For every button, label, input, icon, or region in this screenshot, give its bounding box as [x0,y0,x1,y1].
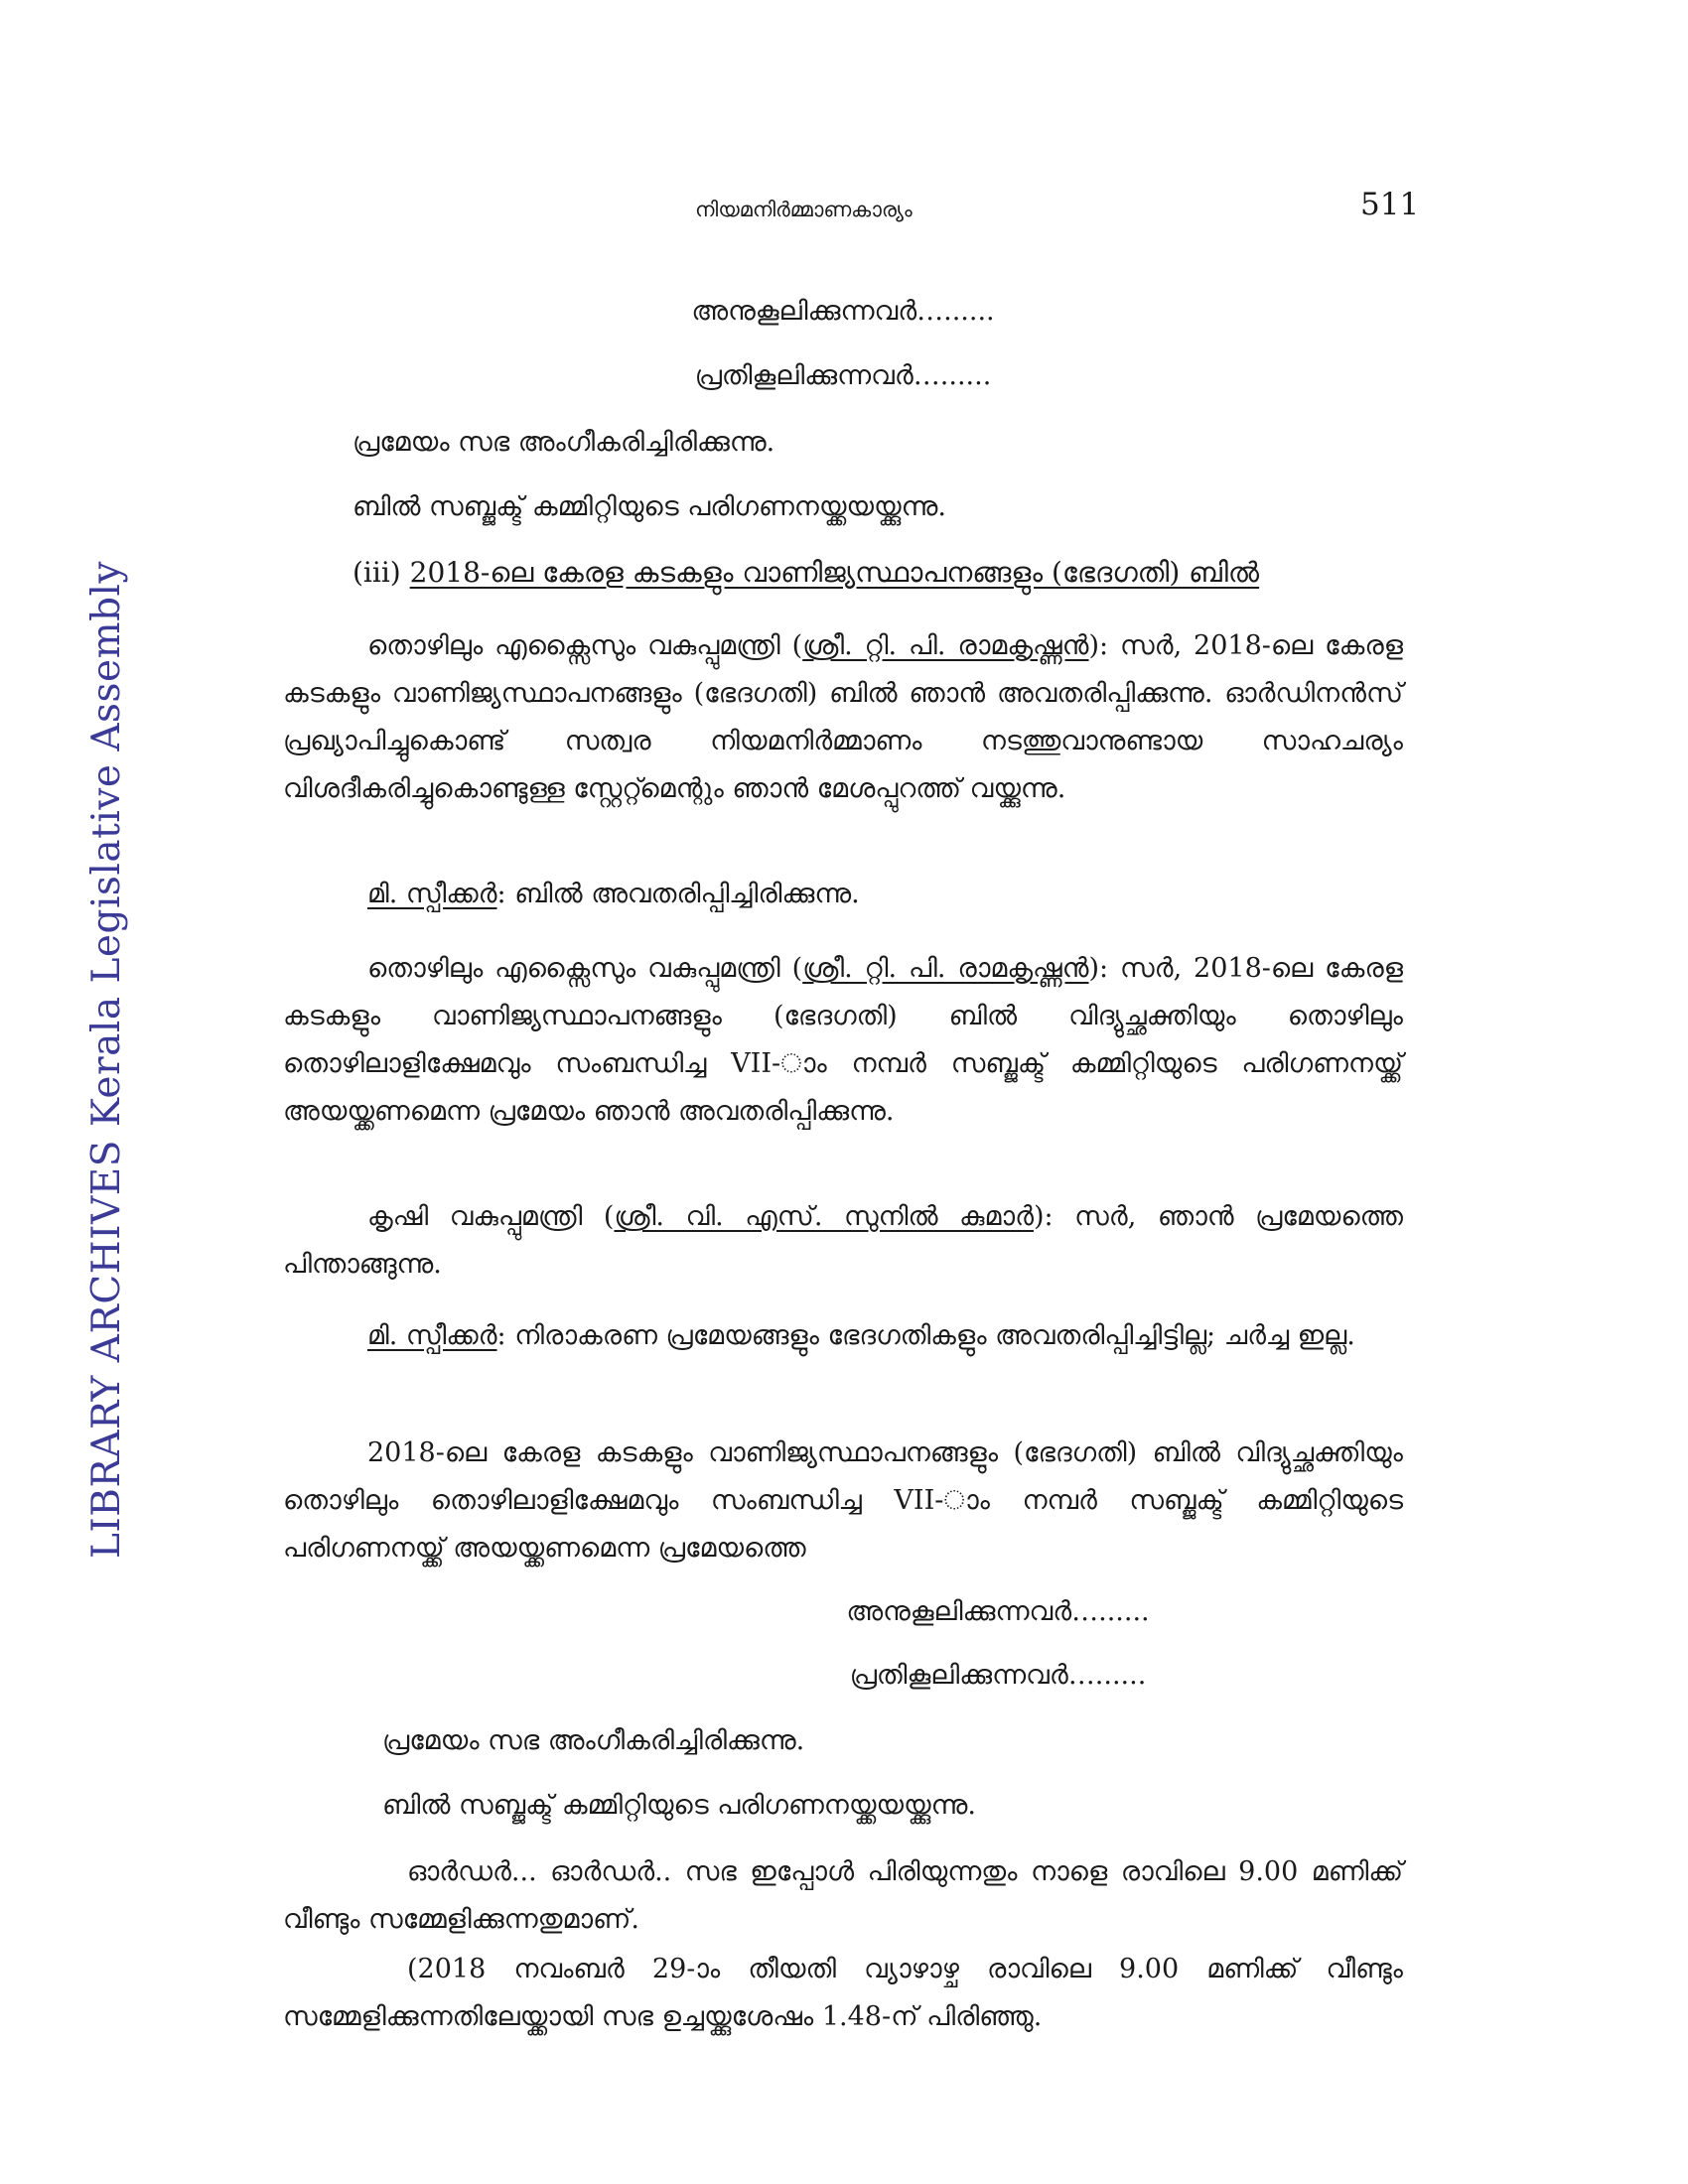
bill-referred-line: ബിൽ സബ്ജക്ട് കമ്മിറ്റിയുടെ പരിഗണനയ്ക്കയയ്ക്കുന്നു. [352,491,946,522]
ayes-line: അനുകൂലിക്കുന്നവർ…...... [846,1596,1150,1627]
speaker-label: മി. സ്പീക്കർ [367,1320,497,1351]
motion-adopted-line: പ്രമേയം സഭ അംഗീകരിച്ചിരിക്കുന്നു. [382,1725,805,1756]
noes-line: പ്രതികൂലിക്കുന്നവർ…...... [849,1660,1147,1691]
speaker-name: ശ്രീ. വി. എസ്. സുനിൽ കുമാർ [614,1201,1034,1232]
archive-watermark: LIBRARY ARCHIVES Kerala Legislative Assembly [84,560,129,1559]
speaker-name: ശ്രീ. റ്റി. പി. രാമകൃഷ്ണൻ [802,630,1089,661]
running-title: നിയമനിർമ്മാണകാര്യം [695,198,913,221]
bill-heading [352,549,1403,597]
speaker-paragraph [283,871,1403,918]
speaker-name: ശ്രീ. റ്റി. പി. രാമകൃഷ്ണൻ [802,953,1089,984]
paragraph-text: ): സർ, 2018-ലെ കേരള കടകളും വാണിജ്യസ്ഥാപനങ്ങളും (ഭേദഗതി) ബിൽ ഞാൻ അവതരിപ്പിക്കുന്നു. ഓർഡിനൻസ് പ്രഖ്യാപിച്ചുകൊണ്ട് സത്വര നിയമനിർമ്മാണം നടത്തുവാനുണ്ടായ സാഹചര്യം വിശദീകരിച്ചുകൊണ്ടുള്ള സ്റ്റേറ്റ്മെന്റും ഞാൻ മേശപ്പുറത്ത് വയ്ക്കുന്നു. [283,630,1403,804]
adjournment-order-paragraph: ഓർഡർ... ഓർഡർ.. സഭ ഇപ്പോൾ പിരിയുന്നതും നാളെ രാവിലെ 9.00 മണിക്ക് വീണ്ടും സമ്മേളിക്കുന്നതുമാണ്. [283,1856,1403,1935]
speaker-label: മി. സ്പീക്കർ [367,879,497,909]
bill-heading-title: 2018-ലെ കേരള കടകളും വാണിജ്യസ്ഥാപനങ്ങളും (ഭേദഗതി) ബിൽ [409,556,1260,589]
minister-introduction-paragraph [283,622,1403,813]
minister-motion-paragraph [283,945,1403,1136]
speaker-no-discussion-paragraph [283,1312,1403,1360]
motion-adopted-line: പ്രമേയം സഭ അംഗീകരിച്ചിരിക്കുന്നു. [352,427,775,458]
paragraph-text: : ബിൽ അവതരിപ്പിച്ചിരിക്കുന്നു. [496,879,860,909]
speaker-role: തൊഴിലും എക്സൈസും വകുപ്പുമന്ത്രി ( [367,630,803,661]
page-number: 511 [1360,187,1420,222]
motion-question-paragraph: 2018-ലെ കേരള കടകളും വാണിജ്യസ്ഥാപനങ്ങളും (ഭേദഗതി) ബിൽ വിദ്യുച്ഛക്തിയും തൊഴിലും തൊഴിലാളിക്ഷേമവും സംബന്ധിച്ച VII-ാം നമ്പർ സബ്ജക്ട് കമ്മിറ്റിയുടെ പരിഗണനയ്ക്ക് അയയ്ക്കണമെന്ന പ്രമേയത്തെ [283,1437,1403,1564]
bill-heading-number: (iii) [352,556,401,589]
paragraph-text: ): സർ, 2018-ലെ കേരള കടകളും വാണിജ്യസ്ഥാപനങ്ങളും (ഭേദഗതി) ബിൽ വിദ്യുച്ഛക്തിയും തൊഴിലും തൊഴിലാളിക്ഷേമവും സംബന്ധിച്ച VII-ാം നമ്പർ സബ്ജക്ട് കമ്മിറ്റിയുടെ പരിഗണനയ്ക്ക് അയയ്ക്കണമെന്ന പ്രമേയം ഞാൻ അവതരിപ്പിക്കുന്നു. [283,953,1403,1127]
adjournment-note-paragraph: (2018 നവംബർ 29-ാം തീയതി വ്യാഴാഴ്ച രാവിലെ 9.00 മണിക്ക് വീണ്ടും സമ്മേളിക്കുന്നതിലേയ്ക്കായി സഭ ഉച്ചയ്ക്കുശേഷം 1.48-ന് പിരിഞ്ഞു. [283,1954,1403,2032]
speaker-role: കൃഷി വകുപ്പുമന്ത്രി ( [367,1201,615,1232]
ayes-line: അനുകൂലിക്കുന്നവർ…...... [691,296,995,327]
speaker-role: തൊഴിലും എക്സൈസും വകുപ്പുമന്ത്രി ( [367,953,803,984]
noes-line: പ്രതികൂലിക്കുന്നവർ…...... [694,360,992,391]
seconder-paragraph [283,1193,1403,1289]
bill-referred-line: ബിൽ സബ്ജക്ട് കമ്മിറ്റിയുടെ പരിഗണനയ്ക്കയയ്ക്കുന്നു. [382,1790,976,1821]
paragraph-text: : നിരാകരണ പ്രമേയങ്ങളും ഭേദഗതികളും അവതരിപ്പിച്ചിട്ടില്ല; ചർച്ച ഇല്ല. [496,1320,1355,1351]
paragraph-text: ): സർ, ഞാൻ പ്രമേയത്തെ പിന്താങ്ങുന്നു. [283,1201,1403,1280]
